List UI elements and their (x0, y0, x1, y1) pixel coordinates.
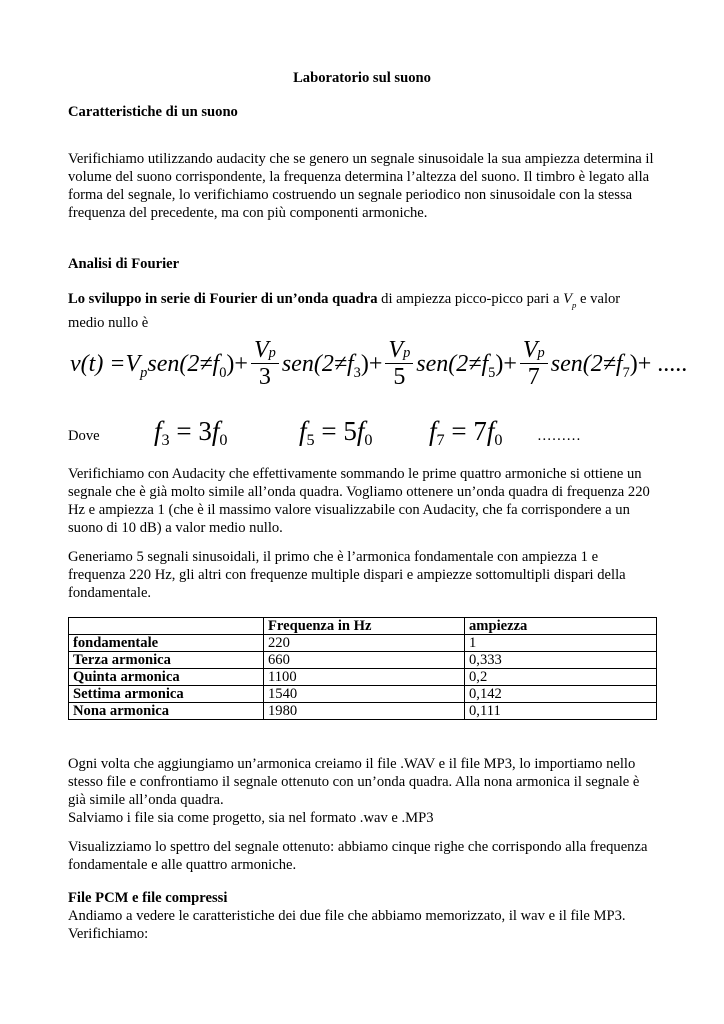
formula-plus: + (368, 350, 383, 377)
vp-subscript: p (572, 300, 577, 310)
table-cell: 0,2 (465, 669, 657, 686)
harmonics-table (68, 617, 657, 720)
paragraph-audacity: Verifichiamo con Audacity che effettivamente sommando le prime quattro armoniche si ottiene un segnale che è già molto simile all’onda quadra. Vogliamo ottenere un’onda quadra di frequenza 220 Hz e ampiezza 1 (che è il massimo valore visualizzabile con Audacity, che fa corrispondere a un suono di 10 dB) a valor medio nullo. (68, 466, 650, 536)
frac-den: 7 (527, 364, 540, 390)
formula-sub: 7 (622, 365, 630, 382)
table-cell: Quinta armonica (69, 669, 264, 686)
ellipsis: ……… (537, 428, 581, 444)
table-row (69, 686, 657, 703)
frac-num-sub: p (268, 345, 276, 361)
table-cell: Terza armonica (69, 652, 264, 669)
formula-term: sen(2≠f (281, 350, 354, 377)
table-cell: Nona armonica (69, 703, 264, 720)
section-heading-characteristics: Caratteristiche di un suono (68, 104, 238, 120)
table-cell: 220 (264, 635, 465, 652)
formula-fraction (520, 338, 548, 389)
formula-sub: 3 (353, 365, 361, 382)
formula-sub: 0 (219, 365, 227, 382)
paragraph-fourier-intro (68, 290, 658, 332)
table-cell: fondamentale (69, 635, 264, 652)
harmonic-relations (68, 418, 668, 448)
table-cell: 0,142 (465, 686, 657, 703)
formula-paren: ) (360, 350, 369, 377)
frac-num-sub: p (537, 345, 545, 361)
fourier-series-formula (70, 338, 687, 389)
table-cell: 1 (465, 635, 657, 652)
frac-num: V (522, 337, 538, 363)
relation-f5: $f_5 = 5f_0$ (299, 416, 373, 449)
formula-lhs: v(t) = (70, 350, 126, 377)
paragraph-signals: Generiamo 5 segnali sinusoidali, il primo che è l’armonica fondamentale con ampiezza 1 e frequenza 220 Hz, gli altri con frequenze multiple dispari e ampiezze sottomultipli dispari della fondamentale. (68, 549, 626, 601)
table-cell: 1540 (264, 686, 465, 703)
frac-num: V (388, 337, 404, 363)
section-heading-fourier: Analisi di Fourier (68, 256, 180, 272)
table-cell: 660 (264, 652, 465, 669)
table-row (69, 635, 657, 652)
fourier-text-end: e valor medio nullo è (68, 291, 621, 331)
paragraph-files: Andiamo a vedere le caratteristiche dei due file che abbiamo memorizzato, il wav e il file MP3. (68, 908, 626, 924)
paragraph-intro: Verifichiamo utilizzando audacity che se genero un segnale sinusoidale la sua ampiezza determina il volume del suono corrispondente, la frequenza determina l’altezza del suono. Il timbro è legato alla forma del segnale, lo verifichiamo costruendo un segnale periodico non sinusoidale con la stessa frequenza del precedente, ma con più componenti armoniche. (68, 151, 654, 221)
vp-variable: V (563, 291, 573, 307)
formula-paren: ) (226, 350, 235, 377)
frac-num: V (253, 337, 269, 363)
formula-tail: + ..... (637, 350, 688, 377)
paragraph-save: Salviamo i file sia come progetto, sia nel formato .wav e .MP3 (68, 810, 434, 826)
paragraph-verify: Verifichiamo: (68, 926, 149, 942)
fourier-text: di ampiezza picco-picco pari a (377, 291, 564, 307)
formula-term: sen(2≠f (416, 350, 489, 377)
formula-paren: ) (629, 350, 638, 377)
table-cell: 1980 (264, 703, 465, 720)
table-header (69, 618, 264, 635)
dove-label: Dove (68, 428, 100, 444)
formula-vp-sub: p (140, 365, 148, 382)
table-row (69, 652, 657, 669)
section-heading-pcm: File PCM e file compressi (68, 890, 228, 906)
paragraph-harmonics: Ogni volta che aggiungiamo un’armonica creiamo il file .WAV e il file MP3, lo importiamo nello stesso file e confrontiamo il segnale ottenuto con un’onda quadra. Alla nona armonica il segnale è già simile all’onda quadra. (68, 756, 640, 808)
formula-vp: V (125, 350, 141, 377)
formula-fraction (385, 338, 413, 389)
table-header: ampiezza (465, 618, 657, 635)
formula-paren: ) (495, 350, 504, 377)
table-cell: 0,111 (465, 703, 657, 720)
table-header-row (69, 618, 657, 635)
fourier-bold-text: Lo sviluppo in serie di Fourier di un’onda quadra (68, 291, 378, 307)
table-row (69, 703, 657, 720)
table-row (69, 669, 657, 686)
formula-plus: + (234, 350, 248, 377)
document-title: Laboratorio sul suono (293, 70, 431, 86)
frac-den: 3 (258, 364, 271, 390)
table-cell: Settima armonica (69, 686, 264, 703)
frac-den: 5 (393, 364, 406, 390)
relation-f7: $f_7 = 7f_0$ (429, 416, 503, 449)
formula-plus: + (503, 350, 517, 377)
relation-f3: $f_3 = 3f_0$ (154, 416, 228, 449)
table-header: Frequenza in Hz (264, 618, 465, 635)
table-cell: 0,333 (465, 652, 657, 669)
formula-term: sen(2≠f (550, 350, 623, 377)
formula-fraction (251, 338, 279, 389)
table-cell: 1100 (264, 669, 465, 686)
paragraph-spectrum: Visualizziamo lo spettro del segnale ottenuto: abbiamo cinque righe che corrispondo alla frequenza fondamentale e alle quattro armoniche. (68, 839, 648, 873)
formula-term: sen(2≠f (147, 350, 220, 377)
frac-num-sub: p (403, 345, 411, 361)
formula-sub: 5 (488, 365, 496, 382)
